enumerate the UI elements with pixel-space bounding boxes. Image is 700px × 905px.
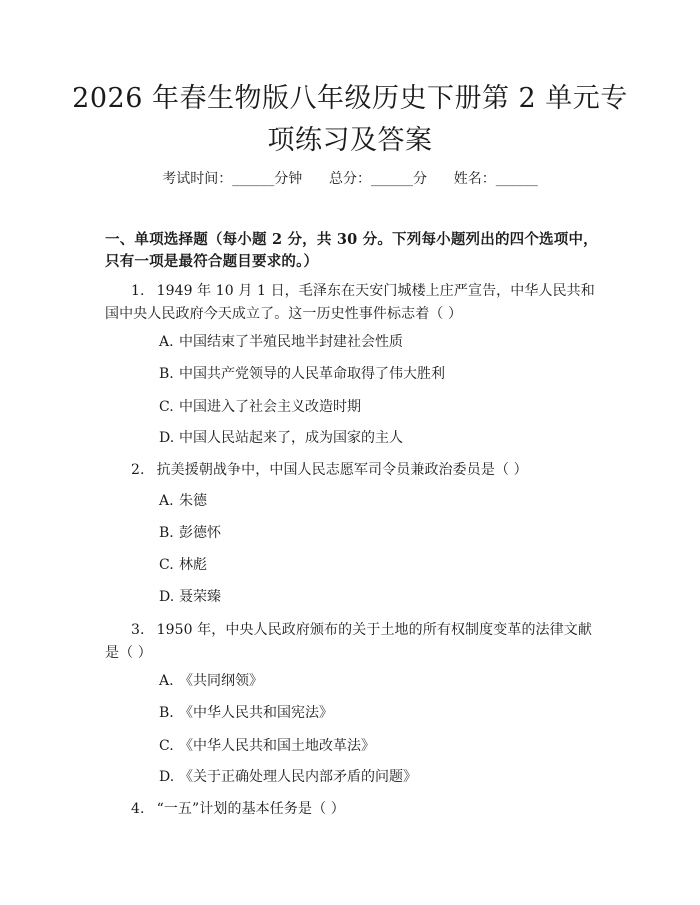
question-3-option-d bbox=[159, 767, 599, 787]
question-text: 抗美援朝战争中，中国人民志愿军司令员兼政治委员是（ ） bbox=[156, 462, 528, 478]
option-text: 中国共产党领导的人民革命取得了伟大胜利 bbox=[179, 366, 445, 382]
question-number: 4. bbox=[131, 801, 145, 817]
option-letter: B. bbox=[159, 366, 174, 382]
question-text: 1950 年，中央人民政府颁布的关于土地的所有权制度变革的法律文献是（ ） bbox=[105, 622, 592, 661]
option-letter: D. bbox=[159, 589, 175, 605]
option-text: 中国人民站起来了，成为国家的主人 bbox=[179, 430, 403, 446]
option-text: 中国结束了半殖民地半封建社会性质 bbox=[179, 334, 403, 350]
question-1-stem bbox=[105, 280, 600, 326]
question-text: 1949 年 10 月 1 日，毛泽东在天安门城楼上庄严宣告，中华人民共和国中央人民政府今天成立了。这一历史性事件标志着（ ） bbox=[105, 283, 595, 322]
question-3-option-b bbox=[159, 703, 599, 723]
option-text: 林彪 bbox=[179, 557, 207, 573]
option-letter: C. bbox=[159, 399, 174, 415]
section-heading: 一、单项选择题（每小题 2 分，共 30 分。下列每小题列出的四个选项中，只有一项是最符合题目要求的。） bbox=[105, 231, 598, 270]
question-3-option-a bbox=[159, 671, 599, 691]
option-text: 《中华人民共和国宪法》 bbox=[179, 705, 333, 721]
question-2-option-a bbox=[159, 491, 599, 511]
question-number: 2. bbox=[131, 462, 145, 478]
option-letter: C. bbox=[159, 557, 174, 573]
exam-info-line: 考试时间：______分钟 总分：______分 姓名：______ bbox=[162, 171, 538, 187]
option-letter: D. bbox=[159, 769, 175, 785]
question-number: 3. bbox=[131, 622, 145, 638]
option-text: 《关于正确处理人民内部矛盾的问题》 bbox=[179, 769, 417, 785]
question-2-option-d bbox=[159, 587, 599, 607]
option-text: 聂荣臻 bbox=[179, 589, 221, 605]
question-1-option-a bbox=[159, 332, 599, 352]
option-letter: D. bbox=[159, 430, 175, 446]
option-letter: B. bbox=[159, 705, 174, 721]
option-letter: A. bbox=[159, 673, 174, 689]
question-2-stem bbox=[105, 459, 600, 482]
option-text: 《共同纲领》 bbox=[179, 673, 263, 689]
question-1-option-d bbox=[159, 428, 599, 448]
question-1-option-c bbox=[159, 397, 599, 417]
option-letter: A. bbox=[159, 493, 174, 509]
question-text: “一五”计划的基本任务是（ ） bbox=[156, 801, 345, 817]
question-2-option-b bbox=[159, 523, 599, 543]
question-number: 1. bbox=[131, 283, 145, 299]
option-text: 朱德 bbox=[179, 493, 207, 509]
question-3-option-c bbox=[159, 736, 599, 756]
option-text: 彭德怀 bbox=[179, 525, 221, 541]
option-text: 中国进入了社会主义改造时期 bbox=[179, 399, 361, 415]
question-2-option-c bbox=[159, 555, 599, 575]
question-4-stem bbox=[105, 798, 600, 821]
question-3-stem bbox=[105, 619, 600, 665]
option-letter: B. bbox=[159, 525, 174, 541]
question-1-option-b bbox=[159, 364, 599, 384]
document-title: 2026 年春生物版八年级历史下册第 2 单元专项练习及答案 bbox=[72, 83, 628, 156]
option-text: 《中华人民共和国土地改革法》 bbox=[179, 738, 375, 754]
option-letter: C. bbox=[159, 738, 174, 754]
option-letter: A. bbox=[159, 334, 174, 350]
